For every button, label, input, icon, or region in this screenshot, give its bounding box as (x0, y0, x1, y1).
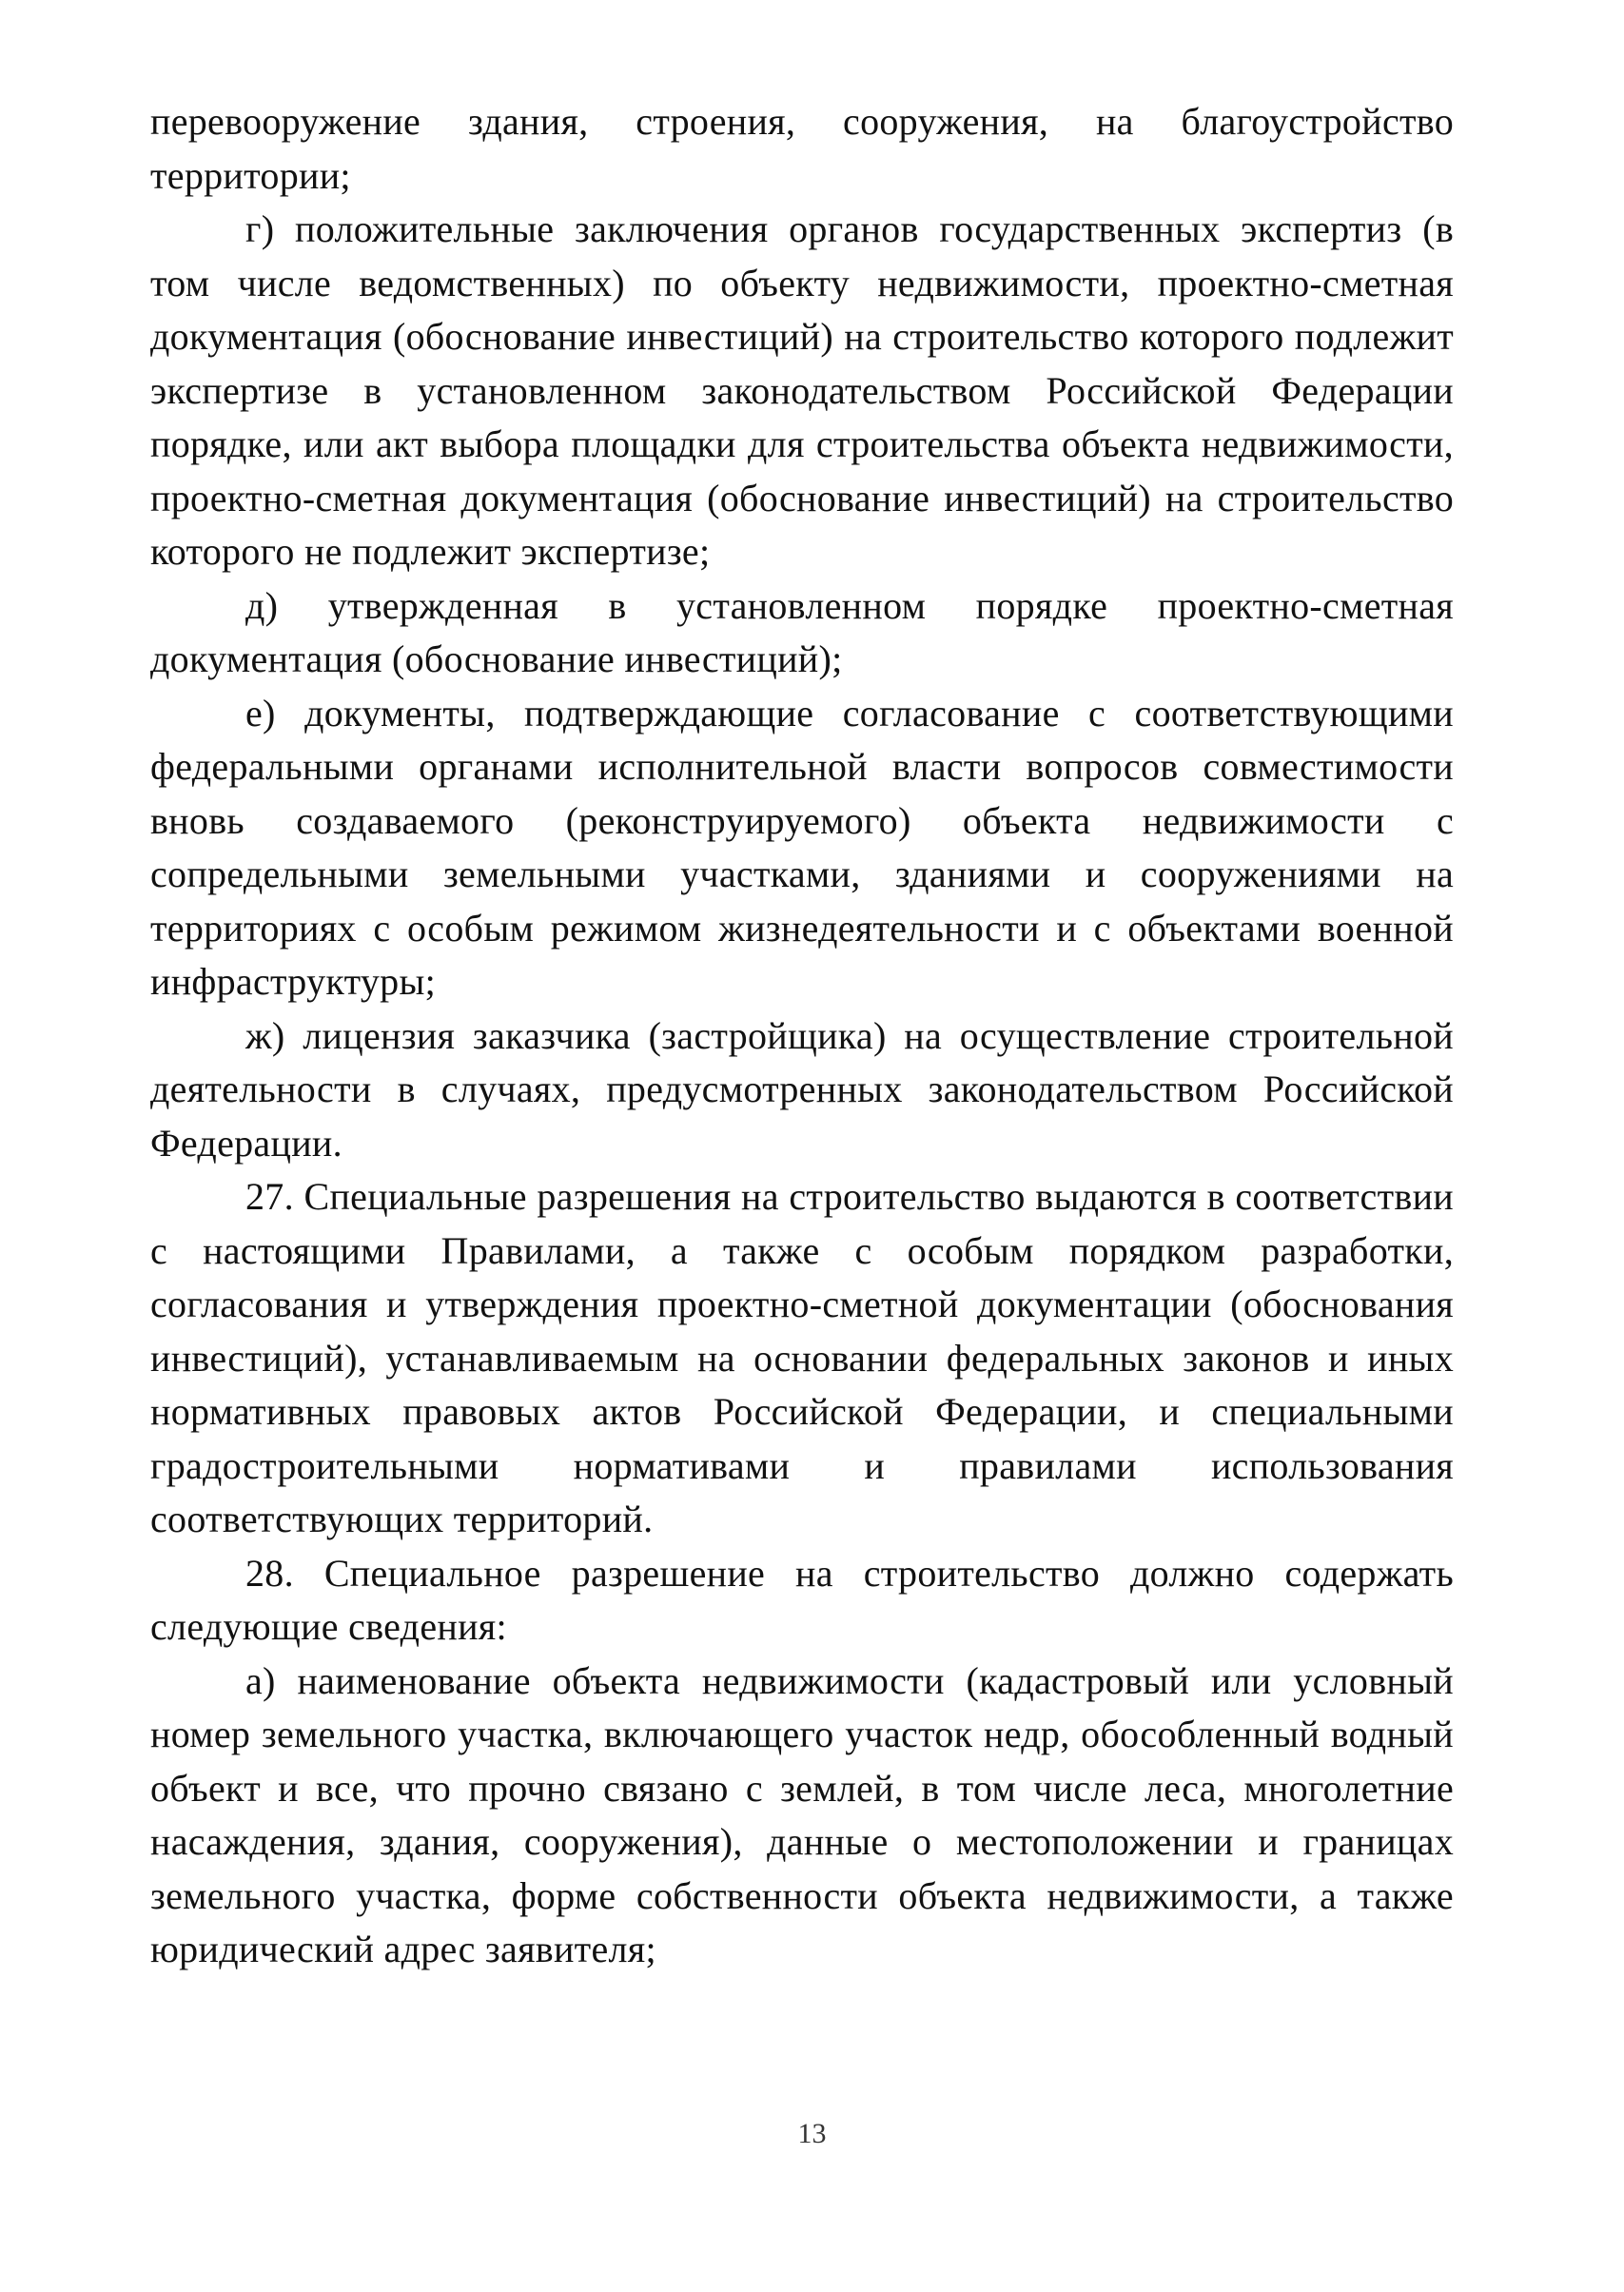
paragraph-28: 28. Специальное разрешение на строительство должно содержать следующие сведения: (150, 1551, 1454, 1648)
paragraph-item-zh: ж) лицензия заказчика (застройщика) на осуществление строительной деятельности в случаях, предусмотренных законодательством Российской Федерации. (150, 1013, 1454, 1165)
paragraph-continuation: перевооружение здания, строения, сооружения, на благоустройство территории; (150, 100, 1454, 197)
paragraph-27: 27. Специальные разрешения на строительство выдаются в соответствии с настоящими Правилами, а также с особым порядком разработки, согласования и утверждения проектно-сметной документации (обоснования инвестиций), устанавливаемым на основании федеральных законов и иных нормативных правовых актов Российской Федерации, и специальными градостроительными нормативами и правилами использования соответствующих территорий. (150, 1175, 1454, 1540)
paragraph-item-e: е) документы, подтверждающие согласование с соответствующими федеральными органами исполнительной власти вопросов совместимости вновь создаваемого (реконструируемого) объекта недвижимости с сопредельными земельными участками, зданиями и сооружениями на территориях с особым режимом жизнедеятельности и с объектами военной инфраструктуры; (150, 691, 1454, 1003)
paragraph-item-d: д) утвержденная в установленном порядке проектно-сметная документация (обоснование инвестиций); (150, 583, 1454, 680)
paragraph-item-a: а) наименование объекта недвижимости (кадастровый или условный номер земельного участка, включающего участок недр, обособленный водный объект и все, что прочно связано с землей, в том числе леса, многолетние насаждения, здания, сооружения), данные о местоположении и границах земельного участка, форме собственности объекта недвижимости, а также юридический адрес заявителя; (150, 1658, 1454, 1970)
document-body (150, 95, 1454, 1977)
paragraph-item-g: г) положительные заключения органов государственных экспертиз (в том числе ведомственных) по объекту недвижимости, проектно-сметная документация (обоснование инвестиций) на строительство которого подлежит экспертизе в установленном законодательством Российской Федерации порядке, или акт выбора площадки для строительства объекта недвижимости, проектно-сметная документация (обоснование инвестиций) на строительство которого не подлежит экспертизе; (150, 207, 1454, 573)
page-number: 13 (797, 2118, 827, 2149)
